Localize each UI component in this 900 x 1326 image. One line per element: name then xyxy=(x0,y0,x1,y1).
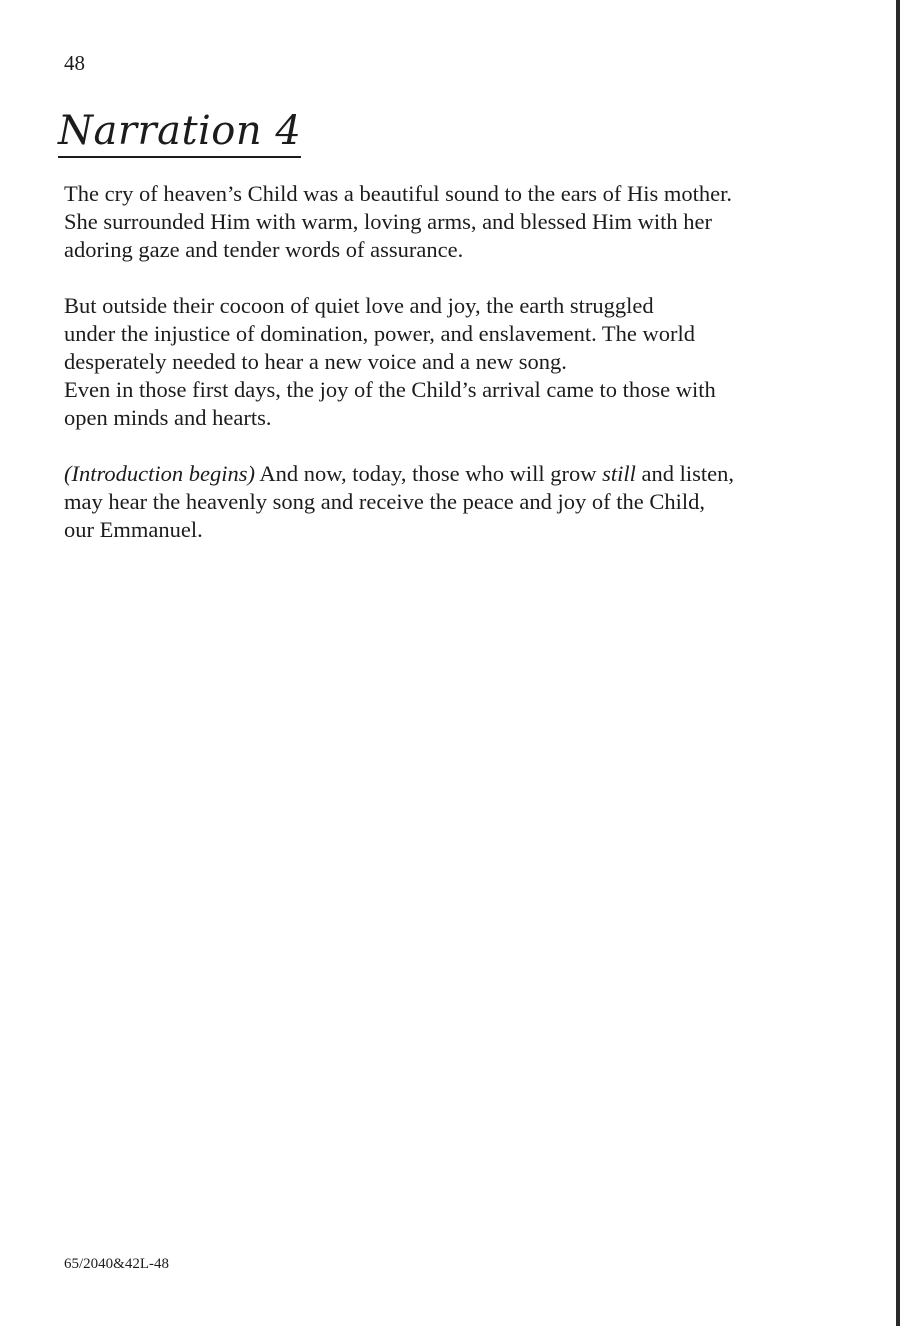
stage-direction: (Introduction begins) xyxy=(64,461,256,486)
narration-body xyxy=(64,180,844,572)
page-edge xyxy=(896,0,900,1326)
text-segment: and listen, xyxy=(635,461,734,486)
text-line: adoring gaze and tender words of assurance. xyxy=(64,237,464,262)
text-line: But outside their cocoon of quiet love and joy, the earth struggled xyxy=(64,293,654,318)
text-line: The cry of heaven’s Child was a beautiful sound to the ears of His mother. xyxy=(64,181,732,206)
text-line: desperately needed to hear a new voice and a new song. xyxy=(64,349,567,374)
text-line xyxy=(64,460,844,488)
text-line: open minds and hearts. xyxy=(64,405,272,430)
paragraph-1 xyxy=(64,180,844,264)
text-line: She surrounded Him with warm, loving arms, and blessed Him with her xyxy=(64,209,713,234)
emphasis-word: still xyxy=(602,461,636,486)
footer-catalog-code: 65/2040&42L-48 xyxy=(64,1256,169,1272)
text-line: under the injustice of domination, power, and enslavement. The world xyxy=(64,321,696,346)
text-line: our Emmanuel. xyxy=(64,517,203,542)
narration-heading: Narration 4 xyxy=(58,108,301,158)
text-line: may hear the heavenly song and receive the peace and joy of the Child, xyxy=(64,489,705,514)
page-number: 48 xyxy=(64,51,85,75)
text-segment: And now, today, those who will grow xyxy=(255,461,603,486)
paragraph-2 xyxy=(64,292,844,432)
text-line: Even in those first days, the joy of the Child’s arrival came to those with xyxy=(64,377,716,402)
paragraph-3 xyxy=(64,460,844,544)
